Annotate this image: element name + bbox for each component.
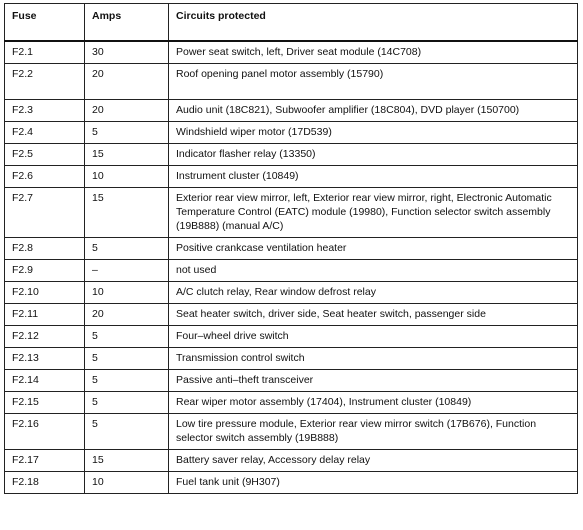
table-row [5, 64, 578, 100]
fuse-cell: F2.8 [5, 238, 85, 260]
circuit-cell: Positive crankcase ventilation heater [169, 238, 578, 260]
circuit-cell: Exterior rear view mirror, left, Exterior rear view mirror, right, Electronic Automatic Temperature Control (EATC) module (19980), Function selector switch assembly (19B888) (manual A/C) [169, 188, 578, 238]
fuse-cell: F2.1 [5, 41, 85, 64]
fuse-cell: F2.11 [5, 304, 85, 326]
amps-cell: – [85, 260, 169, 282]
circuit-cell: Rear wiper motor assembly (17404), Instrument cluster (10849) [169, 392, 578, 414]
circuit-cell: Instrument cluster (10849) [169, 166, 578, 188]
amps-cell: 5 [85, 392, 169, 414]
table-row [5, 348, 578, 370]
table-row [5, 450, 578, 472]
fuse-cell: F2.12 [5, 326, 85, 348]
table-row [5, 100, 578, 122]
circuit-cell: Seat heater switch, driver side, Seat heater switch, passenger side [169, 304, 578, 326]
amps-cell: 5 [85, 326, 169, 348]
amps-cell: 5 [85, 370, 169, 392]
circuit-cell: Windshield wiper motor (17D539) [169, 122, 578, 144]
fuse-cell: F2.16 [5, 414, 85, 450]
amps-cell: 15 [85, 450, 169, 472]
amps-cell: 15 [85, 188, 169, 238]
table-row [5, 188, 578, 238]
amps-cell: 20 [85, 100, 169, 122]
fuse-cell: F2.3 [5, 100, 85, 122]
circuit-cell: Audio unit (18C821), Subwoofer amplifier (18C804), DVD player (150700) [169, 100, 578, 122]
table-body [5, 41, 578, 494]
table-row [5, 282, 578, 304]
fuse-table [4, 3, 578, 494]
table-row [5, 370, 578, 392]
amps-cell: 10 [85, 282, 169, 304]
fuse-cell: F2.2 [5, 64, 85, 100]
table-row [5, 41, 578, 64]
circuit-cell: not used [169, 260, 578, 282]
table-row [5, 414, 578, 450]
circuit-cell: Battery saver relay, Accessory delay relay [169, 450, 578, 472]
table-row [5, 238, 578, 260]
circuit-cell: Fuel tank unit (9H307) [169, 472, 578, 494]
amps-cell: 10 [85, 472, 169, 494]
fuse-cell: F2.18 [5, 472, 85, 494]
table-row [5, 392, 578, 414]
amps-cell: 30 [85, 41, 169, 64]
fuse-cell: F2.14 [5, 370, 85, 392]
amps-cell: 5 [85, 238, 169, 260]
table-row [5, 304, 578, 326]
circuit-cell: Indicator flasher relay (13350) [169, 144, 578, 166]
circuit-cell: Transmission control switch [169, 348, 578, 370]
amps-cell: 5 [85, 348, 169, 370]
table-row [5, 472, 578, 494]
table-row [5, 122, 578, 144]
fuse-cell: F2.9 [5, 260, 85, 282]
circuit-cell: A/C clutch relay, Rear window defrost relay [169, 282, 578, 304]
amps-cell: 5 [85, 122, 169, 144]
fuse-cell: F2.13 [5, 348, 85, 370]
table-row [5, 166, 578, 188]
header-circuits-protected: Circuits protected [169, 4, 578, 42]
amps-cell: 15 [85, 144, 169, 166]
circuit-cell: Roof opening panel motor assembly (15790) [169, 64, 578, 100]
circuit-cell: Four–wheel drive switch [169, 326, 578, 348]
fuse-cell: F2.6 [5, 166, 85, 188]
header-amps: Amps [85, 4, 169, 42]
table-row [5, 326, 578, 348]
circuit-cell: Low tire pressure module, Exterior rear view mirror switch (17B676), Function selector switch assembly (19B888) [169, 414, 578, 450]
amps-cell: 5 [85, 414, 169, 450]
amps-cell: 20 [85, 64, 169, 100]
fuse-cell: F2.5 [5, 144, 85, 166]
amps-cell: 20 [85, 304, 169, 326]
fuse-cell: F2.17 [5, 450, 85, 472]
fuse-cell: F2.4 [5, 122, 85, 144]
table-row [5, 144, 578, 166]
header-fuse: Fuse [5, 4, 85, 42]
circuit-cell: Passive anti–theft transceiver [169, 370, 578, 392]
fuse-cell: F2.10 [5, 282, 85, 304]
fuse-cell: F2.15 [5, 392, 85, 414]
table-row [5, 260, 578, 282]
table-header-row [5, 4, 578, 42]
amps-cell: 10 [85, 166, 169, 188]
circuit-cell: Power seat switch, left, Driver seat module (14C708) [169, 41, 578, 64]
fuse-cell: F2.7 [5, 188, 85, 238]
